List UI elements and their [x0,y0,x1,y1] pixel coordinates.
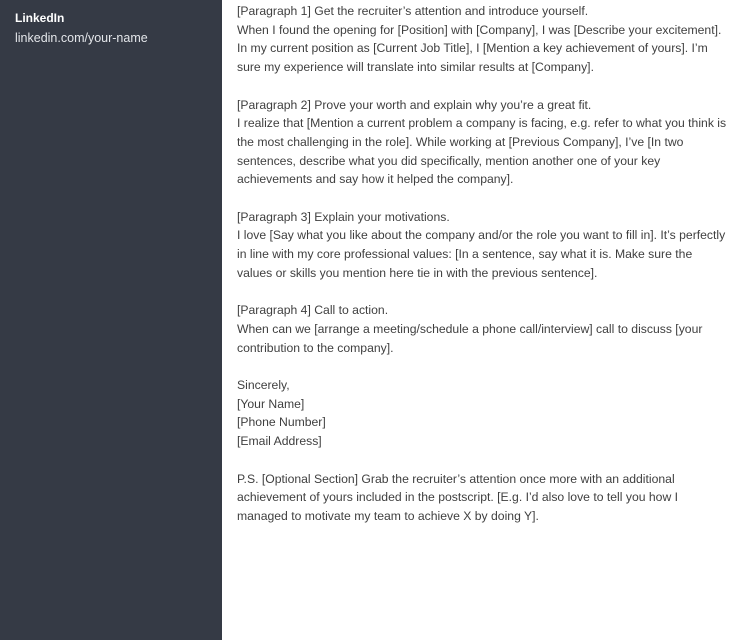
paragraph-2-body: I realize that [Mention a current problem a company is facing, e.g. refer to what you think is the most challenging in the role]. While working at [Previous Company], I’ve [In two sentences, describe what you did specifically, mention another one of your key achievements and say how it helped the company]. [237,116,727,187]
linkedin-url: linkedin.com/your-name [15,31,148,45]
paragraph-4-heading: [Paragraph 4] Call to action. [237,303,389,318]
signoff: Sincerely, [237,378,290,392]
postscript-text: P.S. [Optional Section] Grab the recruiter’s attention once more with an additional achievement of yours included in the postscript. [E.g. I’d also love to tell you how I managed to motivate my team to achieve X by doing Y]. [237,471,679,523]
paragraph-4 [237,301,728,357]
paragraph-1-body: When I found the opening for [Position] with [Company], I was [Describe your excitement]. In my current position as [Current Job Title], I [Mention a key achievement of yours]. I’m sure my experience will translate into similar results at [Company]. [237,22,722,75]
linkedin-label: LinkedIn [15,11,65,25]
signature-email: [Email Address] [237,434,322,449]
paragraph-3 [237,208,728,283]
paragraph-2 [237,96,728,190]
sidebar [0,0,222,640]
paragraph-2-heading: [Paragraph 2] Prove your worth and explain why you’re a great fit. [237,97,592,112]
paragraph-4-body: When can we [arrange a meeting/schedule a phone call/interview] call to discuss [your contribution to the company]. [237,321,703,355]
paragraph-3-heading: [Paragraph 3] Explain your motivations. [237,209,450,224]
paragraph-1-heading: [Paragraph 1] Get the recruiter’s attention and introduce yourself. [237,4,589,18]
letter-body [222,0,740,640]
signature-phone: [Phone Number] [237,415,326,430]
postscript [237,470,728,526]
signature-name: [Your Name] [237,396,305,411]
signature-block [237,376,728,451]
paragraph-3-body: I love [Say what you like about the company and/or the role you want to fill in]. It’s perfectly in line with my core professional values: [In a sentence, say what it is. Make sure the values or skills you mention here tie in with the previous sentence]. [237,228,726,280]
paragraph-1 [237,2,728,77]
